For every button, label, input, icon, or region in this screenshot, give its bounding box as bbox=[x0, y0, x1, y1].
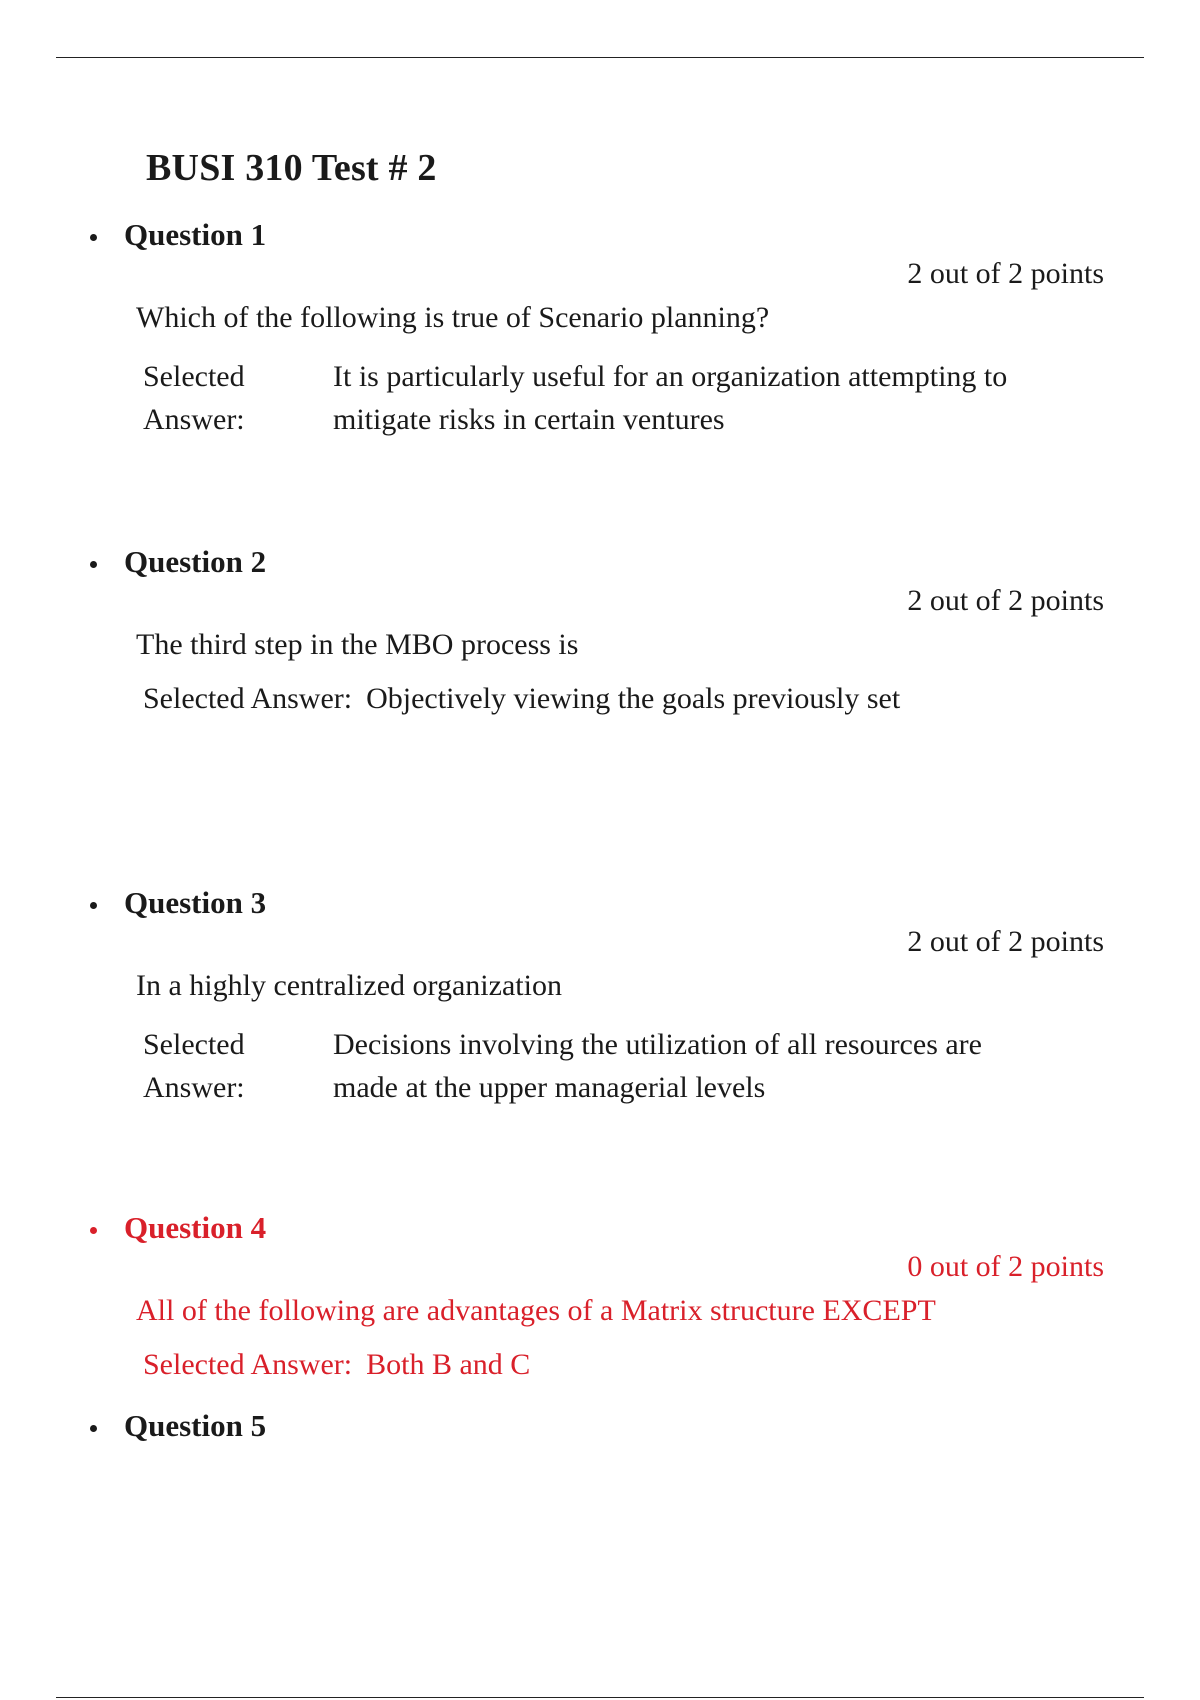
selected-answer-text: It is particularly useful for an organization attempting to mitigate risks in certain ventures bbox=[333, 360, 1008, 436]
question-label: Question 5 bbox=[124, 1408, 267, 1443]
question-text: In a highly centralized organization bbox=[136, 969, 562, 1002]
selected-answer-label: Selected Answer: bbox=[143, 360, 245, 436]
question-text: All of the following are advantages of a Matrix structure EXCEPT bbox=[136, 1294, 936, 1327]
question-header bbox=[90, 1406, 266, 1446]
points-score: 2 out of 2 points bbox=[907, 257, 1104, 290]
selected-answer-text: Decisions involving the utilization of all resources are made at the upper managerial levels bbox=[333, 1028, 982, 1104]
question-header bbox=[90, 215, 266, 255]
selected-answer-block bbox=[143, 682, 900, 716]
selected-answer-block bbox=[143, 355, 1033, 441]
bullet-icon bbox=[90, 234, 97, 241]
question-text: The third step in the MBO process is bbox=[136, 628, 579, 661]
question-header bbox=[90, 1208, 266, 1248]
bullet-icon bbox=[90, 1425, 97, 1432]
top-rule bbox=[56, 57, 1144, 58]
selected-answer-text: Objectively viewing the goals previously set bbox=[366, 682, 901, 715]
bullet-icon bbox=[90, 561, 97, 568]
bullet-icon bbox=[90, 902, 97, 909]
bottom-rule bbox=[56, 1697, 1144, 1698]
selected-answer-block bbox=[143, 1348, 530, 1382]
points-score: 2 out of 2 points bbox=[907, 925, 1104, 958]
question-label: Question 1 bbox=[124, 217, 267, 252]
bullet-icon bbox=[90, 1227, 97, 1234]
question-label: Question 2 bbox=[124, 544, 267, 579]
question-label: Question 4 bbox=[124, 1210, 267, 1245]
selected-answer-block bbox=[143, 1023, 1033, 1109]
selected-answer-label: Selected Answer: bbox=[143, 1028, 245, 1104]
points-score: 2 out of 2 points bbox=[907, 584, 1104, 617]
page-title: BUSI 310 Test # 2 bbox=[146, 147, 437, 189]
selected-answer-label: Selected Answer: bbox=[143, 682, 353, 715]
question-label: Question 3 bbox=[124, 885, 267, 920]
question-header bbox=[90, 883, 266, 923]
selected-answer-text: Both B and C bbox=[366, 1348, 531, 1381]
selected-answer-label: Selected Answer: bbox=[143, 1348, 353, 1381]
question-header bbox=[90, 542, 266, 582]
points-score: 0 out of 2 points bbox=[907, 1250, 1104, 1283]
question-text: Which of the following is true of Scenario planning? bbox=[136, 301, 770, 334]
